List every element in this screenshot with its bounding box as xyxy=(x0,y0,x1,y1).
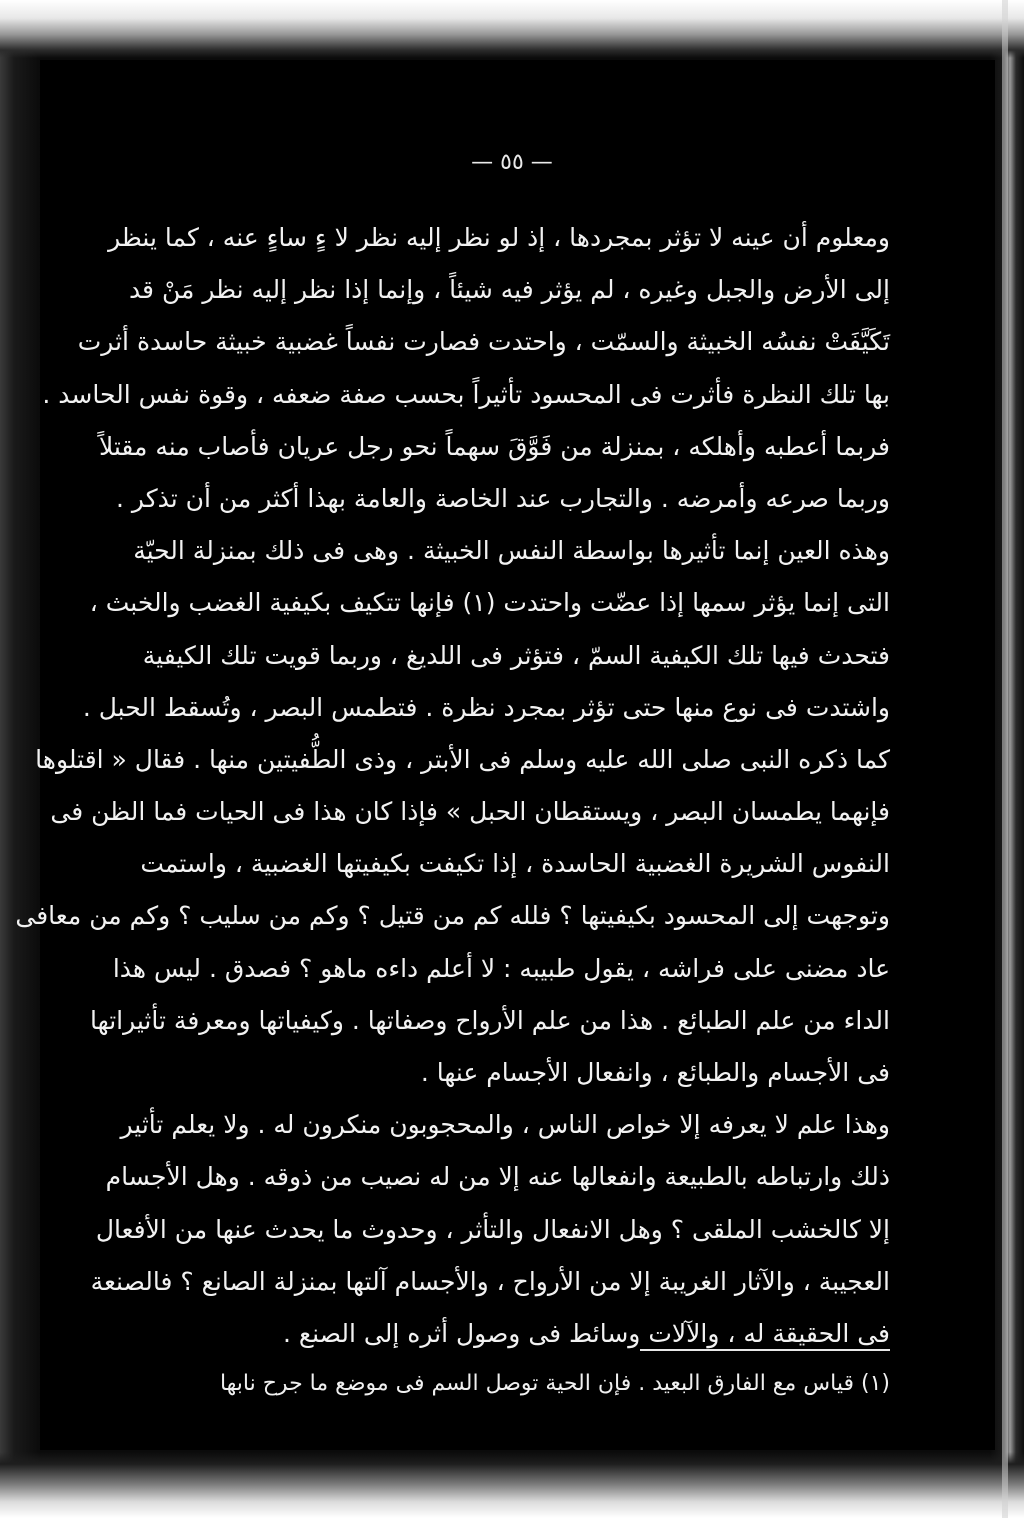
text-line: الداء من علم الطبائع . هذا من علم الأرواح وصفاتها . وكيفياتها ومعرفة تأثيراتها xyxy=(90,1005,890,1035)
text-line: وتوجهت إلى المحسود بكيفيتها ؟ فلله كم من قتيل ؟ وكم من سليب ؟ وكم من معافى xyxy=(15,901,890,931)
text-line: ذلك وارتباطه بالطبيعة وانفعالها عنه إلا من له نصيب من ذوقه . وهل الأجسام xyxy=(105,1162,890,1192)
text-line: ومعلوم أن عينه لا تؤثر بمجردها ، إذ لو نظر إليه نظر لا ءٍ ساءٍ عنه ، كما ينظر xyxy=(108,223,890,252)
scan-bottom-edge xyxy=(0,1452,1024,1518)
text-line: كما ذكره النبى صلى الله عليه وسلم فى الأبتر ، وذى الطُّفيتين منها . فقال « اقتلوها xyxy=(35,744,890,774)
text-line: بها تلك النظرة فأثرت فى المحسود تأثيراً بحسب صفة ضعفه ، وقوة نفس الحاسد . xyxy=(42,379,890,409)
text-line: عاد مضنى على فراشه ، يقول طبيبه : لا أعلم داءه ماهو ؟ فصدق . ليس هذا xyxy=(112,953,890,983)
text-line: واشتدت فى نوع منها حتى تؤثر بمجرد نظرة . فتطمس البصر ، وتُسقط الحبل . xyxy=(82,692,890,722)
text-line: فى الأجسام والطبائع ، وانفعال الأجسام عنها . xyxy=(420,1058,890,1087)
scan-top-edge xyxy=(0,0,1024,58)
footnote: (١) قياس مع الفارق البعيد . فإن الحية توصل السم فى موضع ما جرح نابها xyxy=(219,1371,890,1396)
text-line: التى إنما يؤثر سمها إذا عضّت واحتدت (١) فإنها تتكيف بكيفية الغضب والخبث ، xyxy=(89,588,890,618)
text-line: فى الحقيقة له ، والآلات وسائط فى وصول أثره إلى الصنع . xyxy=(282,1318,890,1348)
text-line: إلا كالخشب الملقى ؟ وهل الانفعال والتأثر ، وحدوث ما يحدث عنها من الأفعال xyxy=(95,1214,890,1244)
text-line: فتحدث فيها تلك الكيفية السمّ ، فتؤثر فى اللديغ ، وربما قويت تلك الكيفية xyxy=(142,640,890,670)
text-line: فربما أعطبه وأهلكه ، بمنزلة من فَوَّقَ سهماً نحو رجل عريان فأصاب منه مقتلاً xyxy=(98,431,890,461)
page-number: — ٥٥ — xyxy=(471,150,553,175)
scan-right-edge xyxy=(1002,0,1008,1518)
text-line: وهذه العين إنما تأثيرها بواسطة النفس الخبيثة . وهى فى ذلك بمنزلة الحيّة xyxy=(133,536,890,566)
text-line: النفوس الشريرة الغضبية الحاسدة ، إذا تكيفت بكيفيتها الغضبية ، واستمت xyxy=(140,849,890,879)
body-text xyxy=(15,212,890,1360)
text-line: وربما صرعه وأمرضه . والتجارب عند الخاصة والعامة بهذا أكثر من أن تذكر . xyxy=(116,483,890,513)
text-line: وهذا علم لا يعرفه إلا خواص الناس ، والمحجوبون منكرون له . ولا يعلم تأثير xyxy=(120,1110,890,1140)
text-line: فإنهما يطمسان البصر ، ويستقطان الحبل » فإذا كان هذا فى الحيات فما الظن فى xyxy=(50,797,890,827)
footnote-divider xyxy=(640,1349,890,1351)
text-line: العجيبة ، والآثار الغريبة إلا من الأرواح ، والأجسام آلتها بمنزلة الصانع ؟ فالصنعة xyxy=(90,1266,890,1296)
text-line: تَكَيَّفَتْ نفسُه الخبيثة والسمّت ، واحتدت فصارت نفساً غضبية خبيثة حاسدة أثرت xyxy=(77,327,890,357)
text-line: إلى الأرض والجبل وغيره ، لم يؤثر فيه شيئاً ، وإنما إذا نظر إليه نظر مَنْ قد xyxy=(128,275,890,305)
